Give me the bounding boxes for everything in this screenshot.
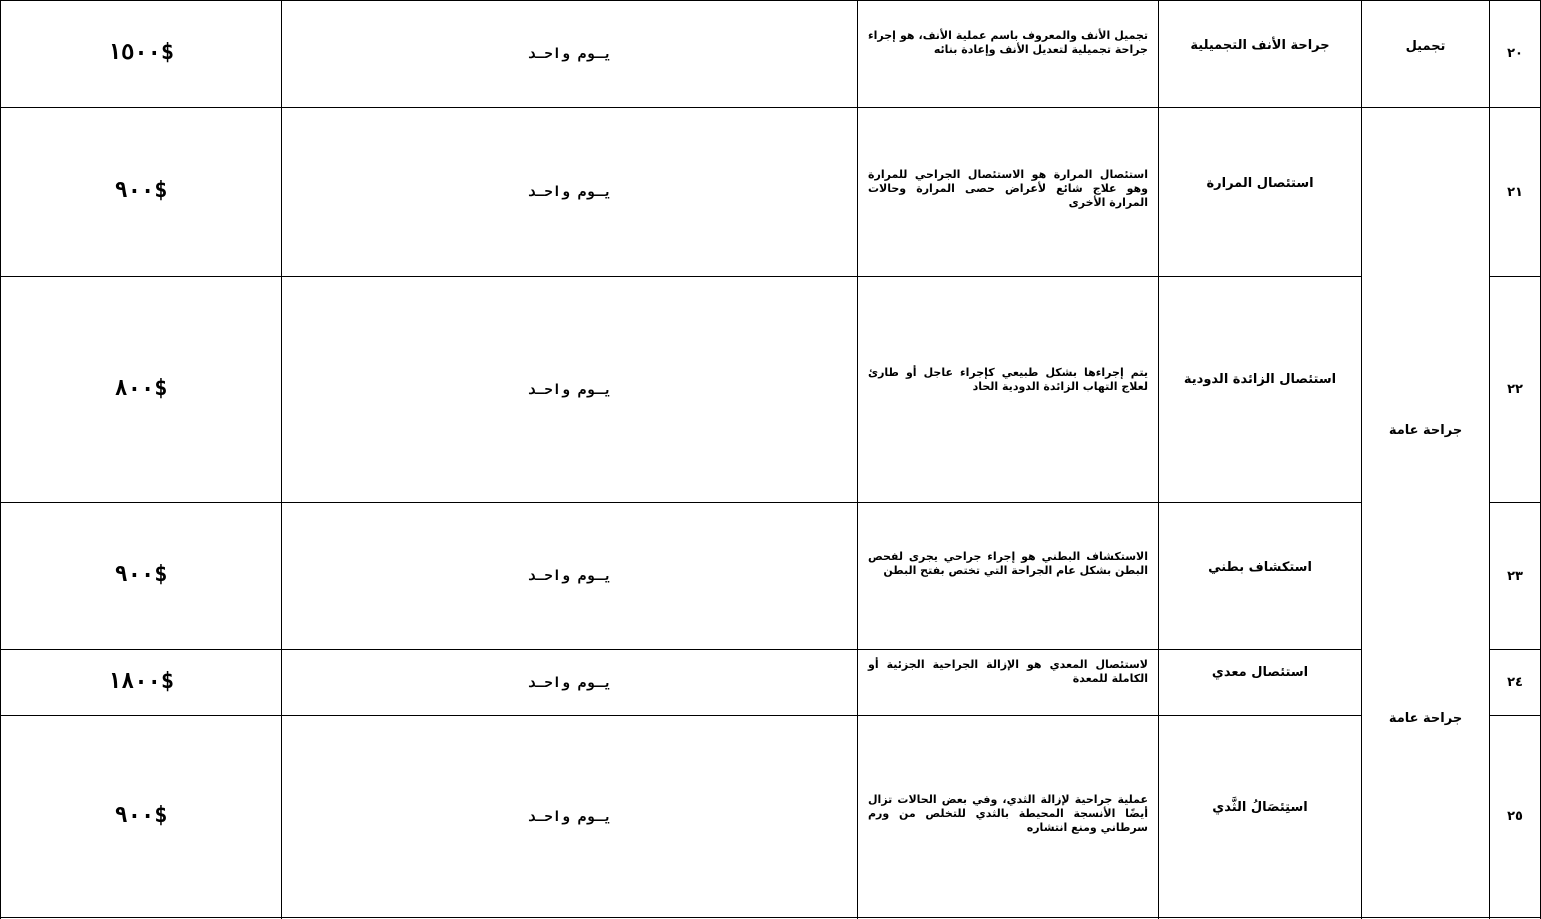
procedure-price: ١٨٠٠$ bbox=[107, 668, 175, 694]
procedure-name: استئصال الزائدة الدودية bbox=[1183, 371, 1337, 387]
category-general-surgery: جراحة عامة bbox=[1388, 422, 1463, 438]
table-border-bottom bbox=[0, 917, 1541, 918]
column-divider bbox=[857, 0, 858, 919]
category-general-surgery: جراحة عامة bbox=[1388, 710, 1463, 726]
procedure-name: استئصال المرارة bbox=[1206, 175, 1314, 191]
procedure-name: استكشاف بطني bbox=[1208, 559, 1312, 575]
row-number: ٢٢ bbox=[1507, 382, 1523, 397]
procedure-price: ٩٠٠$ bbox=[114, 802, 168, 828]
procedure-name: استِئصَالُ الثَّدي bbox=[1212, 799, 1308, 815]
procedure-price: ٨٠٠$ bbox=[114, 375, 168, 401]
procedure-duration: يـوم واحـد bbox=[527, 45, 612, 62]
procedure-name: استئصال معدي bbox=[1211, 665, 1309, 680]
category-cosmetic: تجميل bbox=[1405, 38, 1446, 54]
procedure-description: الاستكشاف البطني هو إجراء جراحي يجرى لفحص البطن بشكل عام الجراحة التي تختص بفتح البطن bbox=[868, 550, 1148, 577]
row-number: ٢٠ bbox=[1507, 46, 1523, 61]
procedure-description: تجميل الأنف والمعروف باسم عملية الأنف، هو إجراء جراحة تجميلية لتعديل الأنف وإعادة بنائه bbox=[868, 29, 1148, 56]
procedure-description: يتم إجراءها بشكل طبيعي كإجراء عاجل أو طارئ لعلاج التهاب الزائدة الدودية الحاد bbox=[868, 366, 1148, 393]
procedure-price: ٩٠٠$ bbox=[114, 562, 168, 587]
row-number: ٢٣ bbox=[1507, 568, 1523, 584]
row-number: ٢٥ bbox=[1507, 809, 1523, 824]
procedure-price: ١٥٠٠$ bbox=[107, 39, 175, 65]
procedure-duration: يـوم واحـد bbox=[527, 568, 612, 584]
procedure-name: جراحة الأنف التجميلية bbox=[1190, 37, 1330, 53]
procedure-duration: يـوم واحـد bbox=[527, 808, 612, 825]
procedure-description: لاستئصال المعدي هو الإزالة الجراحية الجزئية أو الكاملة للمعدة bbox=[868, 658, 1148, 685]
procedure-duration: يـوم واحـد bbox=[527, 184, 612, 200]
row-number: ٢١ bbox=[1507, 184, 1523, 200]
procedure-duration: يـوم واحـد bbox=[527, 674, 612, 691]
procedure-duration: يـوم واحـد bbox=[527, 381, 612, 398]
row-number: ٢٤ bbox=[1507, 675, 1523, 690]
procedure-price: ٩٠٠$ bbox=[114, 178, 168, 203]
procedure-description: استئصال المرارة هو الاستئصال الجراحي للمرارة وهو علاج شائع لأعراض حصى المرارة وحالات المرارة الأخرى bbox=[868, 168, 1148, 209]
procedure-description: عملية جراحية لإزالة الثدي، وفي بعض الحالات تزال أيضًا الأنسجة المحيطة بالثدي للتخلص من ورم سرطاني ومنع انتشاره bbox=[868, 793, 1148, 834]
